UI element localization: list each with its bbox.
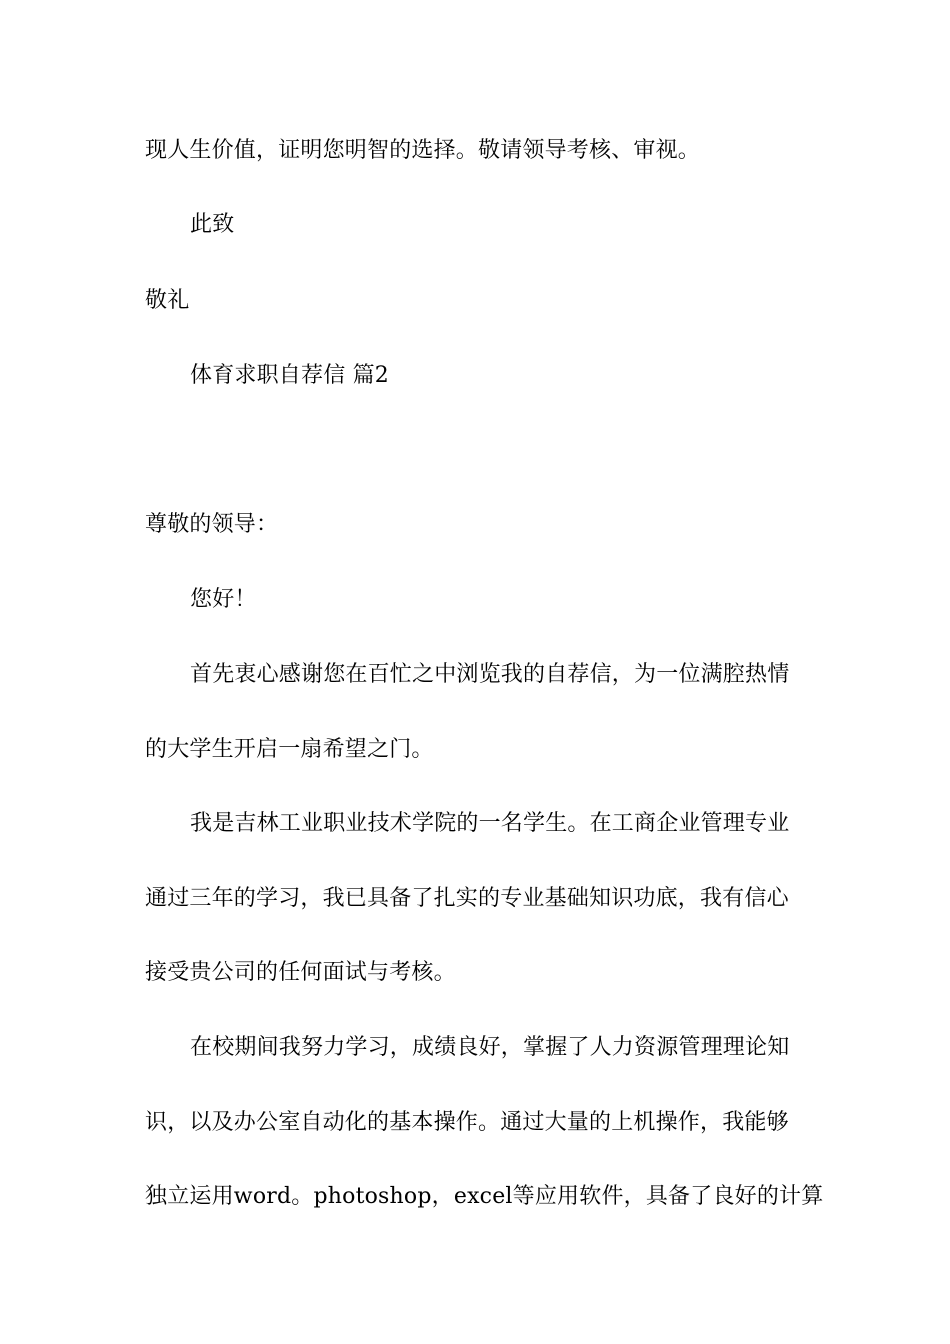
paragraph-line: 我是吉林工业职业技术学院的一名学生。在工商企业管理专业 [190,811,790,836]
greeting: 尊敬的领导： [145,512,279,537]
greeting-hello: 您好！ [190,587,257,612]
paragraph-line: 首先衷心感谢您在百忙之中浏览我的自荐信，为一位满腔热情 [190,662,790,687]
paragraph-line: 接受贵公司的任何面试与考核。 [145,960,456,985]
paragraph-line: 的大学生开启一扇希望之门。 [145,737,434,762]
paragraph-line: 识，以及办公室自动化的基本操作。通过大量的上机操作，我能够 [145,1110,789,1135]
paragraph-line: 独立运用word。photoshop，excel等应用软件，具备了良好的计算 [145,1184,824,1209]
paragraph-line: 通过三年的学习，我已具备了扎实的专业基础知识功底，我有信心 [145,886,789,911]
paragraph-line: 在校期间我努力学习，成绩良好，掌握了人力资源管理理论知 [190,1035,790,1060]
closing-regards: 敬礼 [145,288,190,313]
closing-salutation: 此致 [190,212,235,237]
paragraph-line: 现人生价值，证明您明智的选择。敬请领导考核、审视。 [145,138,701,163]
section-heading: 体育求职自荐信 篇2 [190,363,389,388]
